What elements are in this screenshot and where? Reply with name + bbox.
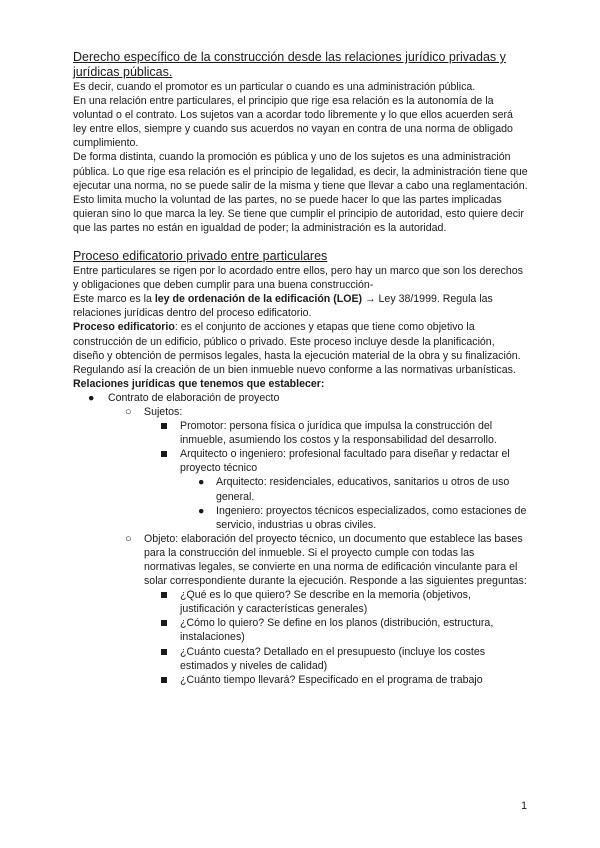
paragraph: Es decir, cuando el promotor es un particular o cuando es una administración pública.: [73, 81, 476, 93]
square-bullet-icon: [161, 677, 167, 683]
square-bullet-icon: [161, 649, 167, 655]
list-item: ○ Objeto: elaboración del proyecto técnico, un documento que establece las bases para la construcción del inmueble. Si el proyecto cumple con todas las normativas legales, se convierte en una norma de edificación vinculante para el solar correspondiente durante la ejecución. Responde a las siguientes preguntas:: [125, 532, 527, 588]
square-bullet-icon: [161, 620, 167, 626]
square-bullet-icon: [161, 592, 167, 598]
relations-heading: Relaciones jurídicas que tenemos que establecer:: [73, 377, 325, 390]
proceso-term: Proceso edificatorio: [73, 321, 175, 334]
list-item: ¿Cuánto cuesta? Detallado en el presupuesto (incluye los costes estimados y niveles de calidad): [73, 645, 528, 673]
document-page: [73, 50, 528, 687]
list-item: ● Ingeniero: proyectos técnicos especializados, como estaciones de servicio, industrias u obras civiles.: [198, 504, 527, 531]
bullet-icon: ●: [198, 504, 205, 517]
list-item: ● Arquitecto: residenciales, educativos, sanitarios u otros de uso general.: [198, 476, 510, 503]
section-heading-derecho: Derecho específico de la construcción desde las relaciones jurídico privadas y jurídicas públicas.: [73, 50, 506, 79]
bullet-icon: ●: [198, 476, 205, 489]
paragraph: De forma distinta, cuando la promoción es pública y uno de los sujetos es una administración pública. Lo que rige esa relación es el principio de legalidad, es decir, la administración tiene que ejecutar una norma, no se puede salir de la misma y tiene que llevar a cabo una reglamentación. Esto limita mucho la voluntad de las partes, no se puede hacer lo que las partes implicadas quieran sino lo que marca la ley. Se tiene que cumplir el principio de autoridad, esto quiere decir que las partes no están en igualdad de poder; la administración es la autoridad.: [73, 151, 528, 234]
paragraph-proceso: Proceso edificatorio: es el conjunto de acciones y etapas que tiene como objetivo la construcción de un edificio, público o privado. Este proceso incluye desde la planificación, diseño y obtención de permisos legales, hasta la ejecución material de la obra y su finalización. Regulando así la creación de un bien inmueble nuevo conforme a las normativas urbanísticas.: [73, 321, 521, 376]
list-item: ¿Cuánto tiempo llevará? Especificado en el programa de trabajo: [73, 673, 528, 687]
bullet-icon: ●: [88, 391, 95, 404]
list-item: Promotor: persona física o jurídica que impulsa la construcción del inmueble, asumiendo los costos y la responsabilidad del desarrollo.: [73, 419, 528, 447]
list-item: ¿Qué es lo que quiero? Se describe en la memoria (objetivos, justificación y características generales): [73, 588, 528, 616]
list-item: ● Contrato de elaboración de proyecto: [88, 391, 280, 404]
section-heading-proceso: Proceso edificatorio privado entre particulares: [73, 249, 328, 264]
square-bullet-icon: [161, 423, 167, 429]
relations-list: [73, 391, 528, 687]
loe-term: ley de ordenación de la edificación (LOE): [154, 293, 363, 306]
list-item: ¿Cómo lo quiero? Se define en los planos (distribución, estructura, instalaciones): [73, 616, 528, 644]
hollow-bullet-icon: ○: [125, 405, 132, 418]
paragraph: Entre particulares se rigen por lo acordado entre ellos, pero hay un marco que son los derechos y obligaciones que deben cumplir para una buena construcción-: [73, 265, 523, 292]
page-number: 1: [521, 800, 527, 812]
square-bullet-icon: [161, 451, 167, 457]
list-item: ○ Sujetos:: [125, 405, 183, 418]
hollow-bullet-icon: ○: [125, 532, 132, 545]
paragraph: En una relación entre particulares, el principio que rige esa relación es la autonomía de la voluntad o el contrato. Los sujetos van a acordar todo libremente y lo que ellos acuerden será ley entre ellos, siempre y cuando sus acuerdos no vayan en contra de una norma de obligado cumplimiento.: [73, 95, 513, 150]
paragraph-loe: Este marco es la ley de ordenación de la edificación (LOE) → Ley 38/1999. Regula las relaciones jurídicas dentro del proceso edificatorio.: [73, 293, 493, 320]
list-item: Arquitecto o ingeniero: profesional facultado para diseñar y redactar el proyecto técnico: [73, 447, 528, 475]
